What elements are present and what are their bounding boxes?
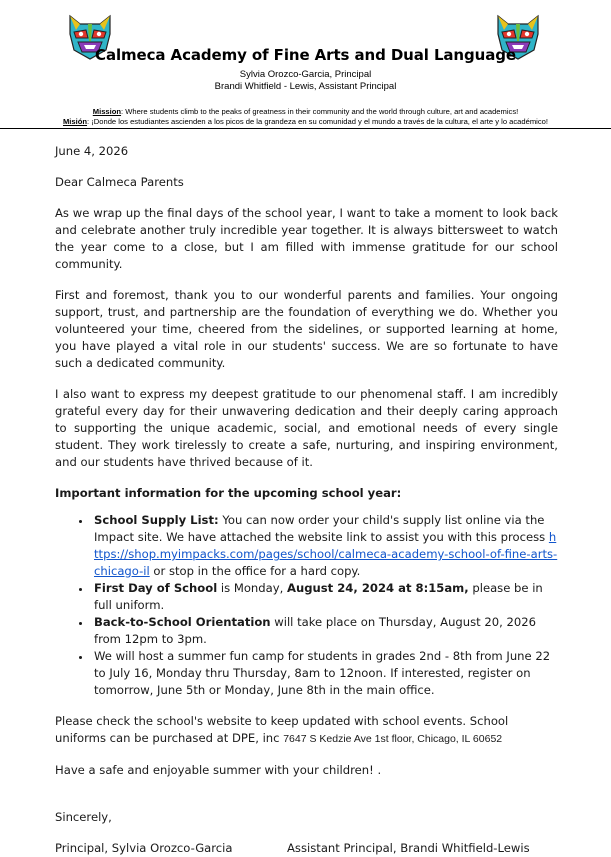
signoff: Sincerely, <box>55 810 112 824</box>
signature-principal: Principal, Sylvia Orozco-Garcia <box>55 841 233 855</box>
first-day-after: please be in full uniform. <box>94 581 543 612</box>
paragraph-staff: I also want to express my deepest gratitude to our phenomenal staff. I am incredibly grateful every day for their unwavering dedication and their deeply caring approach to supporting the unique academic, social, and emotional needs of every single student. They work tirelessly to create a safe, nurturing, and inspiring environment, and our students have thrived because of it. <box>55 387 558 469</box>
mission-spanish-text: : ¡Donde los estudiantes ascienden a los picos de la grandeza en su comunidad y el mundo a través de la cultura, el arte y lo académico! <box>87 117 548 126</box>
info-heading: Important information for the upcoming school year: <box>55 486 402 500</box>
website-note-text: Please check the school's website to keep updated with school events. School uniforms can be purchased at DPE, inc <box>55 714 509 745</box>
school-name-title: Calmeca Academy of Fine Arts and Dual Language <box>95 46 516 64</box>
list-item-first-day <box>92 580 558 614</box>
mission-english-label: Mission <box>92 107 122 116</box>
orientation-text: will take place on Thursday, August 20, 2026 from 12pm to 3pm. <box>94 615 537 646</box>
supply-after-text: or stop in the office for a hard copy. <box>149 564 361 578</box>
mission-spanish <box>0 117 611 126</box>
first-day-label: First Day of School <box>94 581 218 595</box>
signature-assistant-principal: Assistant Principal, Brandi Whitfield-Lewis <box>287 841 530 855</box>
letter-body <box>55 143 558 857</box>
list-item-supply <box>92 512 558 580</box>
letter-date: June 4, 2026 <box>55 144 129 158</box>
info-list <box>55 512 558 699</box>
first-day-mid: is Monday, <box>217 581 287 595</box>
assistant-principal-line: Brandi Whitfield - Lewis, Assistant Principal <box>214 81 397 92</box>
orientation-label: Back-to-School Orientation <box>94 615 271 629</box>
paragraph-intro: As we wrap up the final days of the school year, I want to take a moment to look back and celebrate another truly incredible year together. It is always bittersweet to watch the year come to a close, but I am filled with immense gratitude for our school community. <box>55 206 558 271</box>
mission-english-text: : Where students climb to the peaks of greatness in their community and the world through culture, art and academics! <box>121 107 519 116</box>
list-item-summer-camp: • We will host a summer fun camp for students in grades 2nd - 8th from June 22 to July 16, Monday thru Thursday, 8am to 12noon. If interested, register on tomorrow, June 5th or Monday, June 8th in the main office. <box>92 648 558 699</box>
mission-english <box>0 107 611 116</box>
supply-text: You can now order your child's supply list online via the Impact site. We have attached the website link to assist you with this process <box>94 513 549 544</box>
website-note <box>55 713 558 748</box>
letter-greeting: Dear Calmeca Parents <box>55 175 184 189</box>
uniform-store-address: 7647 S Kedzie Ave 1st floor, Chicago, IL 60652 <box>283 733 503 745</box>
list-item-orientation <box>92 614 558 648</box>
first-day-date: August 24, 2024 at 8:15am, <box>286 581 469 595</box>
header-divider <box>0 128 611 129</box>
supply-label: School Supply List: <box>94 513 219 527</box>
supply-list-link[interactable]: https://shop.myimpacks.com/pages/school/calmeca-academy-school-of-fine-arts-chicago-il <box>94 530 558 578</box>
closing-wish: Have a safe and enjoyable summer with your children! . <box>55 763 382 777</box>
paragraph-parents: First and foremost, thank you to our wonderful parents and families. Your ongoing support, trust, and partnership are the foundation of everything we do. Whether you volunteered your time, cheered from the sidelines, or supported learning at home, you have played a vital role in our students' success. We are so fortunate to have such a dedicated community. <box>55 288 558 370</box>
principal-line: Sylvia Orozco-Garcia, Principal <box>239 69 372 80</box>
mission-spanish-label: Misión <box>62 117 88 126</box>
signature-line <box>55 840 558 857</box>
